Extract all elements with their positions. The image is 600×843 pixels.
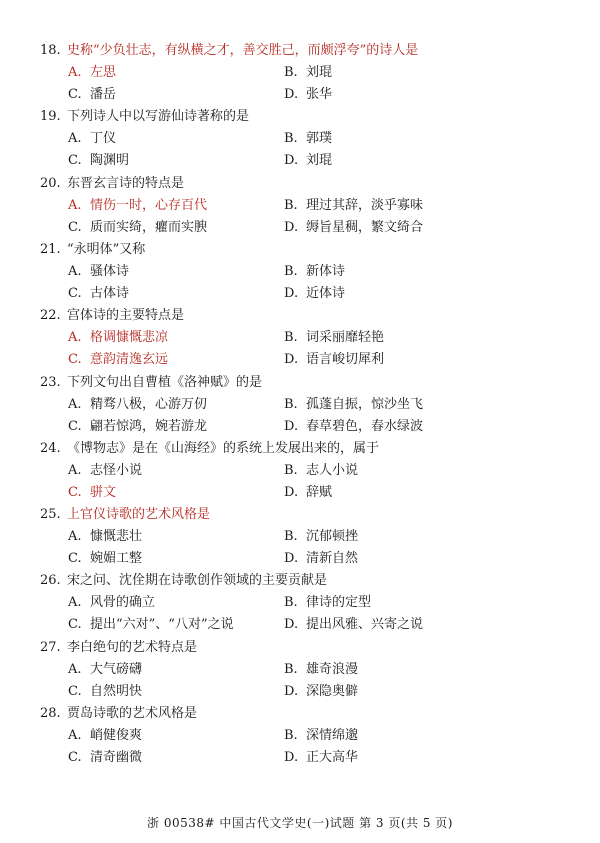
option-letter: A. <box>68 65 82 80</box>
option-letter: C. <box>68 87 82 102</box>
option-letter: A. <box>68 330 82 346</box>
question-text: 宋之问、沈佺期在诗歌创作领域的主要贡献是 <box>67 573 328 589</box>
question-stem <box>40 706 580 722</box>
question-stem <box>40 375 580 391</box>
option-letter: D. <box>284 617 299 633</box>
option-letter: C. <box>68 352 82 368</box>
option-text: 情伤一时，心存百代 <box>90 197 208 213</box>
option-letter: A. <box>68 263 82 279</box>
option-letter: D. <box>284 551 299 567</box>
option-a <box>68 131 116 147</box>
option-letter: C. <box>68 750 82 765</box>
option-letter: C. <box>68 418 82 434</box>
question-item <box>0 507 600 573</box>
question-number: 20. <box>40 175 61 191</box>
option-letter: D. <box>284 418 299 434</box>
question-item <box>0 308 600 374</box>
option-letter: B. <box>284 263 298 279</box>
option-text: 深隐奥僻 <box>306 683 359 699</box>
option-text: 沉郁顿挫 <box>306 529 359 545</box>
option-letter: B. <box>284 529 298 545</box>
option-letter: A. <box>68 661 82 677</box>
option-letter: C. <box>68 551 82 567</box>
question-item <box>0 43 600 109</box>
option-b <box>284 463 358 479</box>
question-stem <box>40 573 580 589</box>
option-b <box>284 397 423 413</box>
option-letter: A. <box>68 595 82 611</box>
option-text: 张华 <box>306 87 333 102</box>
question-number: 24. <box>40 440 61 456</box>
option-c <box>68 87 116 103</box>
question-stem <box>40 640 580 656</box>
option-text: 正大高华 <box>306 750 359 765</box>
option-text: 婉媚工整 <box>90 551 143 567</box>
option-d <box>284 153 332 169</box>
option-letter: C. <box>68 617 82 633</box>
question-number: 26. <box>40 573 61 589</box>
option-letter: C. <box>68 484 82 500</box>
option-text: 孤蓬自振，惊沙坐飞 <box>306 396 424 412</box>
option-text: 新体诗 <box>306 263 346 279</box>
option-text: 深情绵邈 <box>306 728 359 743</box>
option-a <box>68 662 142 678</box>
option-letter: C. <box>68 683 82 699</box>
question-text: 李白绝句的艺术特点是 <box>67 639 198 655</box>
option-letter: D. <box>284 87 299 102</box>
option-letter: D. <box>284 153 299 169</box>
option-text: 提出风雅、兴寄之说 <box>306 617 424 633</box>
option-letter: C. <box>68 153 82 169</box>
option-letter: D. <box>284 484 299 500</box>
option-a <box>68 264 129 280</box>
question-text: 史称“少负壮志，有纵横之才，善交胜己，而颇浮夸”的诗人是 <box>67 43 419 58</box>
option-text: 志怪小说 <box>90 462 143 478</box>
option-c <box>68 684 142 700</box>
option-c <box>68 153 129 169</box>
option-text: 慷慨悲壮 <box>90 529 143 545</box>
question-stem <box>40 176 580 192</box>
option-text: 风骨的确立 <box>90 595 156 611</box>
question-text: 下列文句出自曹植《洛神赋》的是 <box>67 374 263 390</box>
option-c <box>68 419 207 435</box>
question-stem <box>40 109 580 125</box>
option-text: 潘岳 <box>90 87 117 102</box>
option-b <box>284 198 423 214</box>
option-c <box>68 352 168 368</box>
option-text: 陶渊明 <box>90 153 130 169</box>
option-text: 左思 <box>90 65 117 80</box>
option-letter: B. <box>284 131 298 147</box>
question-number: 22. <box>40 308 61 324</box>
option-text: 骚体诗 <box>90 263 130 279</box>
option-d <box>284 750 358 766</box>
option-d <box>284 485 332 501</box>
question-stem <box>40 441 580 457</box>
option-letter: D. <box>284 683 299 699</box>
option-letter: D. <box>284 219 299 235</box>
option-text: 志人小说 <box>306 462 359 478</box>
option-text: 清新自然 <box>306 551 359 567</box>
option-b <box>284 65 332 81</box>
option-letter: A. <box>68 462 82 478</box>
option-a <box>68 198 207 214</box>
option-letter: A. <box>68 728 82 743</box>
option-b <box>284 595 371 611</box>
option-text: 刘琨 <box>306 153 333 169</box>
question-number: 28. <box>40 706 61 721</box>
option-b <box>284 264 345 280</box>
option-text: 清奇幽微 <box>90 750 143 765</box>
option-b <box>284 662 358 678</box>
option-c <box>68 286 129 302</box>
option-letter: C. <box>68 219 82 235</box>
option-c <box>68 220 207 236</box>
option-text: 春草碧色，春水绿波 <box>306 418 424 434</box>
option-b <box>284 330 384 346</box>
option-d <box>284 87 332 103</box>
option-a <box>68 65 116 81</box>
option-b <box>284 529 358 545</box>
option-text: 词采丽靡轻艳 <box>306 330 385 346</box>
option-c <box>68 750 142 766</box>
question-number: 19. <box>40 109 61 125</box>
option-text: 近体诗 <box>306 285 346 301</box>
question-item <box>0 242 600 308</box>
option-text: 语言峻切犀利 <box>306 352 385 368</box>
option-letter: D. <box>284 750 299 765</box>
option-c <box>68 551 142 567</box>
option-text: 律诗的定型 <box>306 595 372 611</box>
question-number: 23. <box>40 374 61 390</box>
option-text: 精骛八极，心游万仞 <box>90 396 208 412</box>
question-number: 27. <box>40 639 61 655</box>
option-letter: B. <box>284 197 298 213</box>
option-letter: B. <box>284 661 298 677</box>
option-text: 缛旨星稠，繁文绮合 <box>306 219 424 235</box>
question-number: 18. <box>40 43 61 58</box>
option-d <box>284 617 423 633</box>
option-letter: A. <box>68 529 82 545</box>
option-text: 丁仪 <box>90 131 117 147</box>
option-text: 峭健俊爽 <box>90 728 143 743</box>
option-a <box>68 463 142 479</box>
option-letter: B. <box>284 595 298 611</box>
option-letter: B. <box>284 462 298 478</box>
question-text: 宫体诗的主要特点是 <box>67 308 185 324</box>
option-text: 提出“六对”、“八对”之说 <box>90 617 234 633</box>
option-text: 刘琨 <box>306 65 333 80</box>
option-text: 翩若惊鸿，婉若游龙 <box>90 418 208 434</box>
option-a <box>68 397 207 413</box>
option-text: 格调慷慨悲凉 <box>90 330 169 346</box>
question-item <box>0 441 600 507</box>
option-letter: A. <box>68 396 82 412</box>
question-item <box>0 375 600 441</box>
option-a <box>68 529 142 545</box>
option-letter: D. <box>284 285 299 301</box>
option-d <box>284 286 345 302</box>
option-letter: B. <box>284 65 298 80</box>
question-item <box>0 109 600 175</box>
option-text: 雄奇浪漫 <box>306 661 359 677</box>
option-letter: A. <box>68 131 82 147</box>
question-item <box>0 573 600 639</box>
option-text: 骈文 <box>90 484 117 500</box>
question-text: 下列诗人中以写游仙诗著称的是 <box>67 109 250 125</box>
option-a <box>68 330 168 346</box>
question-text: 贾岛诗歌的艺术风格是 <box>67 706 198 721</box>
option-d <box>284 352 384 368</box>
question-text: 东晋玄言诗的特点是 <box>67 175 185 191</box>
option-letter: D. <box>284 352 299 368</box>
option-text: 郭璞 <box>306 131 333 147</box>
question-stem <box>40 507 580 523</box>
question-text: “永明体”又称 <box>67 241 146 257</box>
option-text: 意韵清逸玄远 <box>90 352 169 368</box>
page-footer: 浙 00538# 中国古代文学史(一)试题 第 3 页(共 5 页) <box>147 816 453 830</box>
question-text: 《博物志》是在《山海经》的系统上发展出来的，属于 <box>67 440 380 456</box>
question-stem <box>40 308 580 324</box>
option-d <box>284 419 423 435</box>
option-b <box>284 728 358 744</box>
option-letter: B. <box>284 396 298 412</box>
option-a <box>68 728 142 744</box>
option-letter: B. <box>284 330 298 346</box>
option-letter: A. <box>68 197 82 213</box>
option-letter: B. <box>284 728 298 743</box>
option-d <box>284 551 358 567</box>
option-text: 古体诗 <box>90 285 130 301</box>
option-d <box>284 684 358 700</box>
question-stem <box>40 242 580 258</box>
option-text: 理过其辞，淡乎寡味 <box>306 197 424 213</box>
option-letter: C. <box>68 285 82 301</box>
option-text: 辞赋 <box>306 484 333 500</box>
question-number: 25. <box>40 507 61 523</box>
question-number: 21. <box>40 241 61 257</box>
option-text: 自然明快 <box>90 683 143 699</box>
option-a <box>68 595 155 611</box>
option-text: 大气磅礴 <box>90 661 143 677</box>
option-text: 质而实绮，癯而实腴 <box>90 219 208 235</box>
option-c <box>68 617 234 633</box>
question-text: 上官仪诗歌的艺术风格是 <box>67 507 211 523</box>
question-stem <box>40 43 580 59</box>
question-item <box>0 640 600 706</box>
question-item <box>0 706 600 772</box>
option-c <box>68 485 116 501</box>
option-b <box>284 131 332 147</box>
question-item <box>0 176 600 242</box>
option-d <box>284 220 423 236</box>
